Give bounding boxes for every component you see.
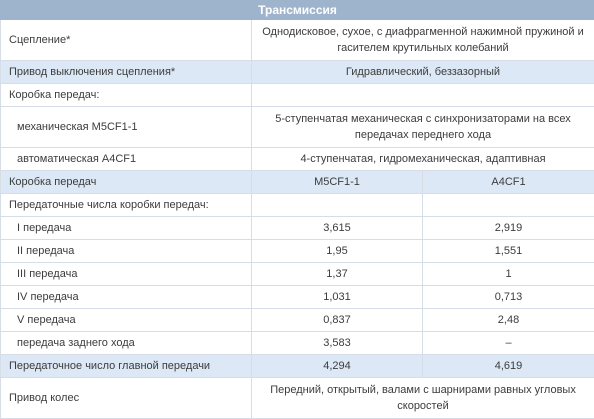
row-label: IV передача — [1, 286, 252, 309]
row-label: Сцепление* — [1, 20, 252, 61]
row-col1: 1,37 — [252, 263, 423, 286]
row-value: 4-ступенчатая, гидромеханическая, адаптивная — [252, 148, 594, 171]
row-value: Однодисковое, сухое, с диафрагменной нажимной пружиной и гасителем крутильных колебаний — [252, 20, 594, 61]
row-label: механическая M5CF1-1 — [1, 107, 252, 148]
table-row — [1, 20, 594, 61]
table-row — [1, 286, 594, 309]
table-row — [1, 217, 594, 240]
table-row — [1, 107, 594, 148]
row-col1: 1,95 — [252, 240, 423, 263]
row-col2: 4,619 — [423, 355, 594, 378]
table-row — [1, 171, 594, 194]
row-col1: M5CF1-1 — [252, 171, 423, 194]
table-title: Трансмиссия — [1, 1, 594, 20]
row-col1: 1,031 — [252, 286, 423, 309]
row-col1: 3,583 — [252, 332, 423, 355]
row-col2: 2,919 — [423, 217, 594, 240]
row-col2: 0,713 — [423, 286, 594, 309]
row-label: Коробка передач — [1, 171, 252, 194]
table-row — [1, 309, 594, 332]
row-label: автоматическая A4CF1 — [1, 148, 252, 171]
table-row — [1, 332, 594, 355]
row-col2 — [423, 194, 594, 217]
row-label: Привод колес — [1, 378, 252, 419]
table-row — [1, 240, 594, 263]
row-label: Передаточные числа коробки передач: — [1, 194, 252, 217]
row-col2: 2,48 — [423, 309, 594, 332]
row-col2: 1 — [423, 263, 594, 286]
table-row — [1, 355, 594, 378]
row-col2: A4CF1 — [423, 171, 594, 194]
table-row — [1, 378, 594, 419]
row-label: Привод выключения сцепления* — [1, 61, 252, 84]
table-row — [1, 84, 594, 107]
table-title-row — [1, 1, 594, 20]
row-label: передача заднего хода — [1, 332, 252, 355]
table-row — [1, 194, 594, 217]
row-value: 5-ступенчатая механическая с синхронизаторами на всех передачах переднего хода — [252, 107, 594, 148]
row-label: Коробка передач: — [1, 84, 252, 107]
row-col1: 0,837 — [252, 309, 423, 332]
table-row — [1, 263, 594, 286]
row-value: Гидравлический, беззазорный — [252, 61, 594, 84]
row-value: Передний, открытый, валами с шарнирами равных угловых скоростей — [252, 378, 594, 419]
row-label: Передаточное число главной передачи — [1, 355, 252, 378]
row-value — [252, 84, 594, 107]
row-col2: 1,551 — [423, 240, 594, 263]
row-label: I передача — [1, 217, 252, 240]
row-col1 — [252, 194, 423, 217]
row-col1: 3,615 — [252, 217, 423, 240]
row-label: III передача — [1, 263, 252, 286]
row-label: V передача — [1, 309, 252, 332]
row-col2: – — [423, 332, 594, 355]
row-col1: 4,294 — [252, 355, 423, 378]
table-row — [1, 61, 594, 84]
row-label: II передача — [1, 240, 252, 263]
table-row — [1, 148, 594, 171]
